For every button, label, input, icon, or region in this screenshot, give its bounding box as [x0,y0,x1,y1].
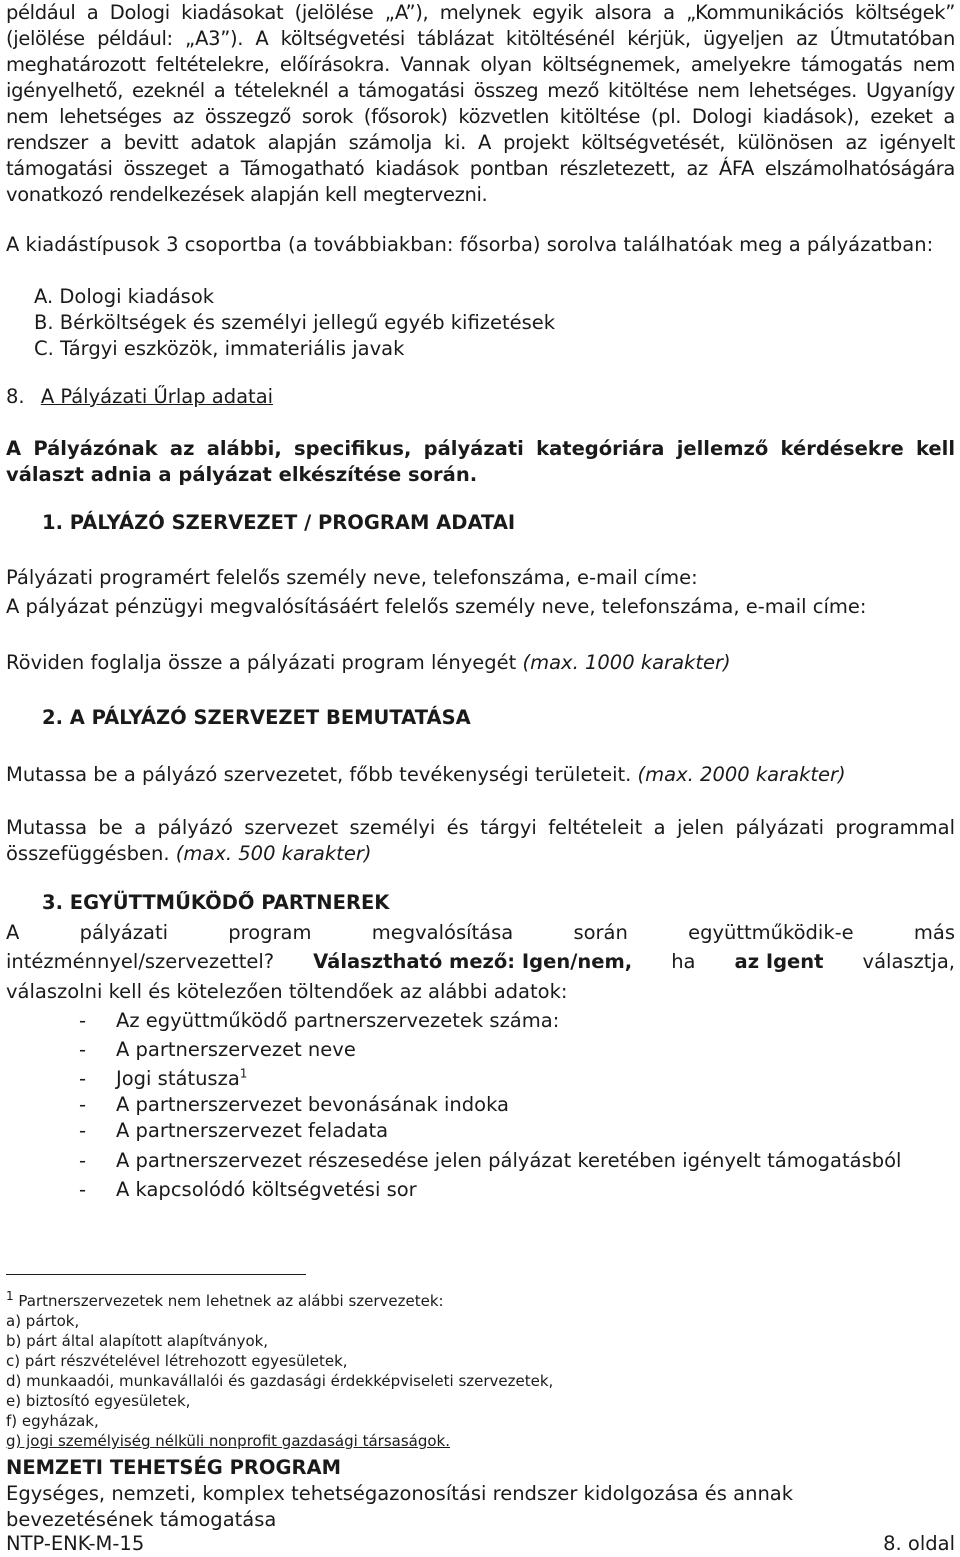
list-dash: - [79,1149,87,1172]
partner-question-line-3: válaszolni kell és kötelezően töltendőek az alábbi adatok: [6,980,568,1003]
footnote-number: 1 [6,1289,14,1303]
list-dash: - [79,1038,87,1061]
q-choose: választja, [862,950,955,973]
q-yes: az Igent [734,950,824,973]
q-word: megvalósítása [371,921,514,944]
expense-group-b: B. Bérköltségek és személyi jellegű egyéb kifizetések [34,311,556,334]
footnote-title-line [6,1291,444,1311]
footer-code: NTP-ENK-M-15 [6,1532,145,1555]
expense-group-c: C. Tárgyi eszközök, immateriális javak [34,337,405,360]
program-responsible-line: Pályázati programért felelős személy neve, telefonszáma, e-mail címe: [6,566,698,589]
footnote-item: d) munkaadói, munkavállalói és gazdasági érdekképviseleti szervezetek, [6,1372,554,1390]
q-if: ha [671,950,696,973]
list-item-text: A partnerszervezet feladata [116,1119,389,1142]
q-word: pályázati [79,921,169,944]
list-dash: - [79,1119,87,1142]
list-dash: - [79,1009,87,1032]
footnote-item: b) párt által alapított alapítványok, [6,1332,269,1350]
footnote-separator [6,1274,306,1275]
intro-paragraph: például a Dologi kiadásokat (jelölése „A”), melynek egyik alsora a „Kommunikációs költségek” (jelölése például: „A3”). A költségvetési táblázat kitöltésénél kérjük, ügyeljen az Útmutatóban meghatározott feltételekre, előírásokra. Vannak olyan költségnemek, amelyekre támogatás nem igényelhető, ezeknél a tételeknél a támogatási összeg mező kitöltése nem lehetséges. Ugyanígy nem lehetséges az összegző sorok (fősorok) közvetlen kitöltése (pl. Dologi kiadások), ezeket a rendszer a bevitt adatok alapján számolja ki. A projekt költségvetését, különösen az igényelt támogatási összeget a Támogatható kiadások pontban részletezett, az ÁFA elszámolhatóságára vonatkozó rendelkezések alapján kell megtervezni. [6,1,955,206]
list-item-text: A kapcsolódó költségvetési sor [116,1178,417,1201]
q-word: más [913,921,955,944]
q-word: során [573,921,628,944]
organization-conditions-limit: (max. 500 karakter) [175,842,372,865]
footer-project-line-1: Egységes, nemzeti, komplex tehetségazonosítási rendszer kidolgozása és annak [6,1482,794,1505]
partner-question-line-1 [6,920,955,946]
q-word: A [6,921,20,944]
program-summary-limit: (max. 1000 karakter) [522,651,731,674]
footer-program-name: NEMZETI TEHETSÉG PROGRAM [6,1456,341,1479]
list-item-text: A partnerszervezet részesedése jelen pályázat keretében igényelt támogatásból [116,1149,902,1172]
expense-group-a: A. Dologi kiadások [34,285,215,308]
footnote-item: f) egyházak, [6,1412,99,1430]
footnote-item: c) párt részvételével létrehozott egyesületek, [6,1352,348,1370]
footer-project-line-2: bevezetésének támogatása [6,1508,277,1531]
q-word: együttműködik-e [688,921,854,944]
organization-conditions-paragraph [6,815,955,867]
organization-intro-line [6,762,846,788]
list-item-text: Az együttműködő partnerszervezetek száma: [116,1009,560,1032]
section-1-heading: 1. PÁLYÁZÓ SZERVEZET / PROGRAM ADATAI [42,511,516,534]
footnote-title: Partnerszervezetek nem lehetnek az alábbi szervezetek: [18,1292,444,1310]
organization-intro-text: Mutassa be a pályázó szervezetet, főbb tevékenységi területeit. [6,763,632,786]
organization-intro-limit: (max. 2000 karakter) [637,763,846,786]
q-institution: intézménnyel/szervezettel? [6,950,275,973]
list-item-with-footnote [116,1066,247,1092]
list-item-text: Jogi státusza [116,1067,240,1090]
footnote-item: a) pártok, [6,1312,80,1330]
footer-page-number: 8. oldal [883,1532,955,1555]
program-summary-text: Röviden foglalja össze a pályázati program lényegét [6,651,517,674]
list-dash: - [79,1093,87,1116]
q-word: program [228,921,312,944]
organization-conditions-text: Mutassa be a pályázó szervezet személyi és tárgyi feltételeit a jelen pályázati programmal összefüggésben. [6,816,955,865]
footnote-item: e) biztosító egyesületek, [6,1392,191,1410]
program-summary-line [6,650,731,676]
list-item-text: A partnerszervezet neve [116,1038,356,1061]
section-8-title: A Pályázati Űrlap adatai [40,385,274,408]
section-8-heading [6,384,273,410]
expense-types-paragraph: A kiadástípusok 3 csoportba (a továbbiakban: fősorba) sorolva találhatóak meg a pályázatban: [6,233,934,256]
footnote-ref[interactable]: 1 [239,1066,248,1081]
section-2-heading: 2. A PÁLYÁZÓ SZERVEZET BEMUTATÁSA [42,706,471,729]
list-item-text: A partnerszervezet bevonásának indoka [116,1093,509,1116]
section-3-heading: 3. EGYÜTTMŰKÖDŐ PARTNEREK [42,891,390,914]
partner-question-line-2 [6,949,955,975]
section-8-number: 8. [6,385,25,408]
section-8-intro: A Pályázónak az alábbi, specifikus, pályázati kategóriára jellemző kérdésekre kell választ adnia a pályázat elkészítése során. [6,437,955,486]
q-selectable-field: Választható mező: Igen/nem, [313,950,633,973]
footnote-item: g) jogi személyiség nélküli nonprofit gazdasági társaságok. [6,1432,450,1450]
list-dash: - [79,1067,87,1090]
list-dash: - [79,1178,87,1201]
finance-responsible-line: A pályázat pénzügyi megvalósításáért felelős személy neve, telefonszáma, e-mail címe: [6,595,867,618]
